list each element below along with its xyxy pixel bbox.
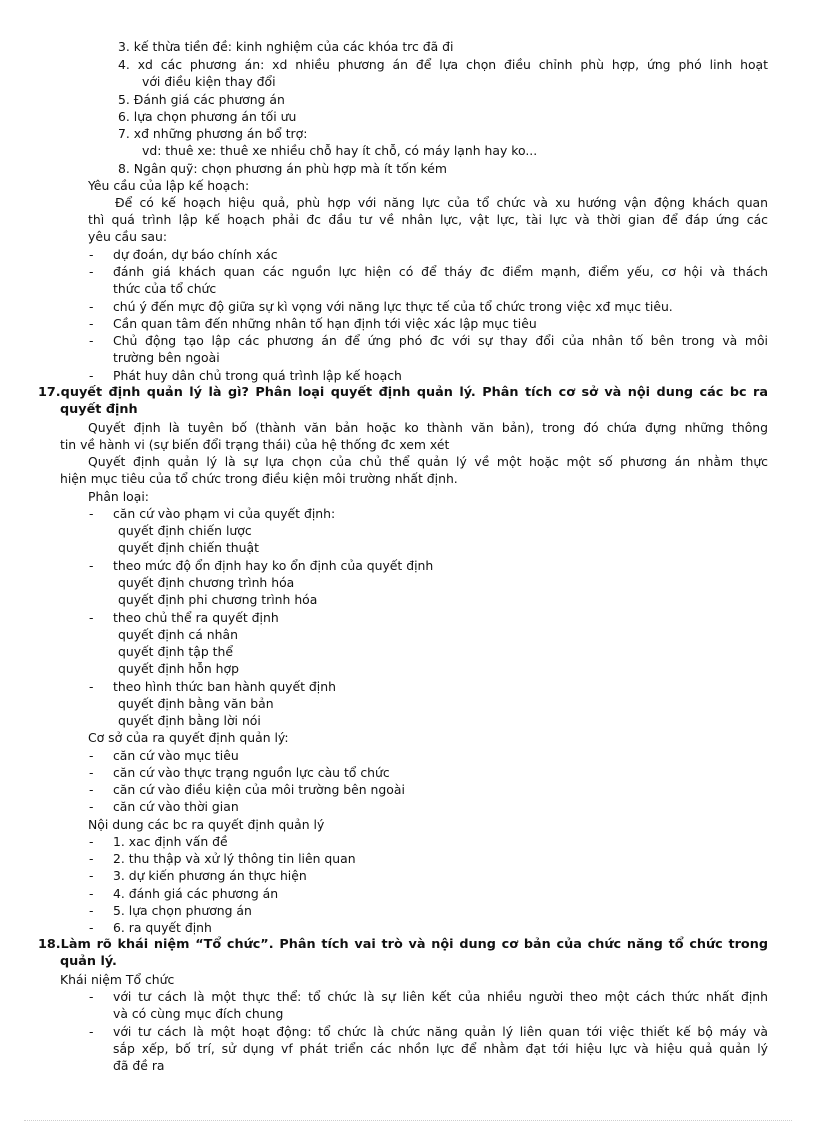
text-line: yêu cầu sau: [88,229,168,244]
text-line: căn cứ vào thời gian [113,799,239,814]
text-line: với tư cách là một hoạt động: tổ chức là chức năng quản lý liên quan tới việc thiết kế bộ máy và [113,1024,768,1039]
bullet-dash: - [89,851,94,866]
text-line: quyết định bằng văn bản [118,696,274,711]
text-line: và có cùng mục đích chung [113,1006,284,1021]
bullet-dash: - [89,264,94,279]
bullet-dash: - [89,299,94,314]
text-line: chú ý đến mực độ giữa sự kì vọng với năng lực thực tế của tổ chức trong việc xđ mục tiêu. [113,299,673,314]
bullet-dash: - [89,333,94,348]
text-line: quyết định chương trình hóa [118,575,295,590]
text-line: quyết định cá nhân [118,627,238,642]
text-line: 8. Ngân quỹ: chọn phương án phù hợp mà ít tốn kém [118,161,447,176]
text-line: đã đề ra [113,1058,165,1073]
text-line: Nội dung các bc ra quyết định quản lý [88,817,325,832]
bullet-dash: - [89,679,94,694]
text-line: quyết định bằng lời nói [118,713,261,728]
text-line: quyết định phi chương trình hóa [118,592,318,607]
text-line: căn cứ vào mục tiêu [113,748,239,763]
bullet-dash: - [89,782,94,797]
text-line: Quyết định là tuyên bố (thành văn bản hoặc ko thành văn bản), trong đó chứa đựng những thông [88,420,768,435]
text-line: 5. Đánh giá các phương án [118,92,285,107]
text-line: theo mức độ ổn định hay ko ổn định của quyết định [113,558,434,573]
text-line: Yêu cầu của lập kế hoạch: [88,178,250,193]
text-line: theo chủ thể ra quyết định [113,610,279,625]
text-line: 3. kế thừa tiền đề: kinh nghiệm của các khóa trc đã đi [118,39,454,54]
text-line: trường bên ngoài [113,350,220,365]
text-line: tin về hành vi (sự biến đổi trạng thái) của hệ thống đc xem xét [60,437,450,452]
bullet-dash: - [89,903,94,918]
bullet-dash: - [89,920,94,935]
bullet-dash: - [89,834,94,849]
text-line: Quyết định quản lý là sự lựa chọn của chủ thể quản lý về một hoặc một số phương án nhằm thực [88,454,768,469]
bullet-dash: - [89,610,94,625]
bullet-dash: - [89,368,94,383]
text-line: theo hình thức ban hành quyết định [113,679,336,694]
text-line: 7. xđ những phương án bổ trợ: [118,126,308,141]
section-heading-line: quản lý. [60,954,117,969]
bullet-dash: - [89,506,94,521]
text-line: quyết định chiến lược [118,523,252,538]
text-line: Cơ sở của ra quyết định quản lý: [88,730,289,745]
text-line: 1. xac định vấn đề [113,834,228,849]
text-line: Để có kế hoạch hiệu quả, phù hợp với năng lực của tổ chức và xu hướng vận động khách quan [115,195,768,210]
section-heading-line: 17.quyết định quản lý là gì? Phân loại quyết định quản lý. Phân tích cơ sở và nội dung các bc ra [38,385,768,400]
bullet-dash: - [89,558,94,573]
text-line: Phân loại: [88,489,149,504]
text-line: 5. lựa chọn phương án [113,903,252,918]
text-line: 4. đánh giá các phương án [113,886,279,901]
text-line: 6. ra quyết định [113,920,212,935]
bullet-dash: - [89,868,94,883]
bullet-dash: - [89,765,94,780]
bullet-dash: - [89,247,94,262]
text-line: dự đoán, dự báo chính xác [113,247,278,262]
text-line: 2. thu thập và xử lý thông tin liên quan [113,851,356,866]
bullet-dash: - [89,989,94,1004]
text-line: với tư cách là một thực thể: tổ chức là sự liên kết của nhiều người theo một cách thức nhất định [113,989,768,1004]
section-heading-line: quyết định [60,402,138,417]
text-line: đánh giá khách quan các nguồn lực hiện có để tháy đc điểm mạnh, điểm yếu, cơ hội và thách [113,264,768,279]
text-line: quyết định hỗn hợp [118,661,239,676]
bullet-dash: - [89,748,94,763]
bullet-dash: - [89,316,94,331]
text-line: căn cứ vào thực trạng nguồn lực càu tổ chức [113,765,390,780]
text-line: Phát huy dân chủ trong quá trình lập kế hoạch [113,368,402,383]
text-line: sắp xếp, bố trí, sử dụng vf phát triển các nhồn lực để nhằm đạt tới hiệu lực và hiệu quả quản lý [113,1041,768,1056]
text-line: căn cứ vào điều kiện của môi trường bên ngoài [113,782,405,797]
text-line: Chủ động tạo lập các phương án để ứng phó đc với sự thay đổi của nhân tố bên trong và môi [113,333,768,348]
text-line: vd: thuê xe: thuê xe nhiều chỗ hay ít chỗ, có máy lạnh hay ko... [142,143,538,158]
section-heading-line: 18.Làm rõ khái niệm “Tổ chức”. Phân tích vai trò và nội dung cơ bản của chức năng tổ chức trong [38,937,768,952]
text-line: hiện mục tiêu của tổ chức trong điều kiện môi trường nhất định. [60,471,458,486]
bullet-dash: - [89,886,94,901]
text-line: quyết định tập thể [118,644,234,659]
text-line: thức của tổ chức [113,281,217,296]
text-line: 4. xd các phương án: xd nhiều phương án để lựa chọn điều chỉnh phù hợp, ứng phó linh hoạt [118,57,768,72]
text-line: 6. lựa chọn phương án tối ưu [118,109,297,124]
text-line: thì quá trình lập kế hoạch phải đc đầu tư về nhân lực, vật lực, tài lực và thời gian để đáp ứng các [88,212,768,227]
bullet-dash: - [89,799,94,814]
text-line: quyết định chiến thuật [118,540,259,555]
bullet-dash: - [89,1024,94,1039]
text-line: 3. dự kiến phương án thực hiện [113,868,307,883]
text-line: Khái niệm Tổ chức [60,972,175,987]
page-bottom-rule [24,1120,792,1121]
text-line: căn cứ vào phạm vi của quyết định: [113,506,336,521]
text-line: với điều kiện thay đổi [142,74,276,89]
text-line: Cần quan tâm đến những nhân tố hạn định tới việc xác lập mục tiêu [113,316,537,331]
